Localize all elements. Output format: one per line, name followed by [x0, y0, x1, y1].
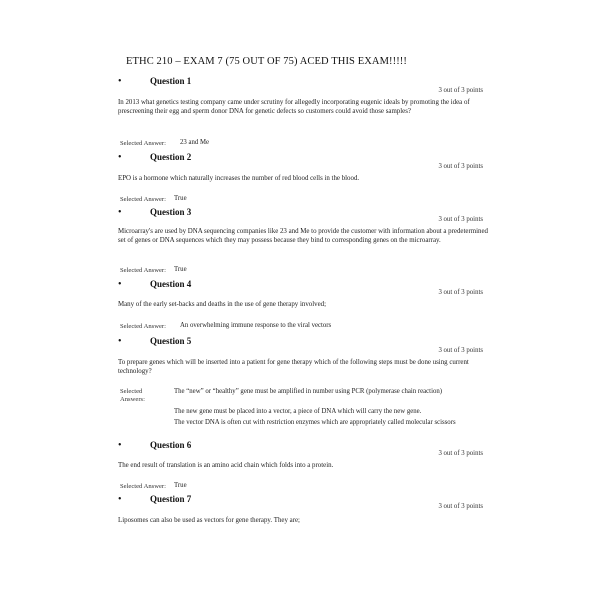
question-points: 3 out of 3 points: [438, 289, 483, 296]
question-title: Question 7: [150, 494, 192, 504]
selected-answer-label: Selected Answer:: [120, 323, 166, 330]
bullet-icon: •: [118, 440, 122, 451]
question-text: In 2013 what genetics testing company came under scrutiny for allegedly incorporating eugenic ideals by promoting the idea of prescreening their egg and sperm donor DNA for genetic defects so customers could avoid those samples?: [118, 99, 470, 116]
selected-answer-label: Selected Answer:: [120, 140, 166, 147]
question-points: 3 out of 3 points: [438, 216, 483, 223]
selected-answer-item: The vector DNA is often cut with restriction enzymes which are appropriately called molecular scissors: [174, 419, 456, 426]
selected-answer-value: True: [174, 195, 187, 202]
selected-answer-label: Selected Answer:: [120, 267, 166, 274]
question-points: 3 out of 3 points: [438, 503, 483, 510]
bullet-icon: •: [118, 152, 122, 163]
bullet-icon: •: [118, 207, 122, 218]
bullet-icon: •: [118, 494, 122, 505]
question-title: Question 1: [150, 76, 192, 86]
bullet-icon: •: [118, 76, 122, 87]
question-title: Question 5: [150, 336, 192, 346]
question-title: Question 4: [150, 279, 192, 289]
selected-answer-label: Selected Answer:: [120, 483, 166, 490]
bullet-icon: •: [118, 336, 122, 347]
document-title: ETHC 210 – EXAM 7 (75 OUT OF 75) ACED THIS EXAM!!!!!: [126, 56, 408, 67]
question-title: Question 3: [150, 207, 192, 217]
question-text: Liposomes can also be used as vectors for gene therapy. They are;: [118, 517, 300, 524]
question-points: 3 out of 3 points: [438, 450, 483, 457]
question-title: Question 2: [150, 152, 192, 162]
question-text: EPO is a hormone which naturally increases the number of red blood cells in the blood.: [118, 175, 360, 182]
question-points: 3 out of 3 points: [438, 87, 483, 94]
question-text: Microarray's are used by DNA sequencing companies like 23 and Me to provide the customer with information about a predetermined set of genes or DNA sequences which they may possess because they bind to corresponding genes on the microarray.: [118, 228, 488, 245]
selected-answer-value: True: [174, 266, 187, 273]
question-points: 3 out of 3 points: [438, 163, 483, 170]
selected-answer-item: The “new” or “healthy” gene must be amplified in number using PCR (polymerase chain reaction): [174, 388, 443, 395]
question-text: The end result of translation is an amino acid chain which folds into a protein.: [118, 462, 334, 469]
selected-answer-item: The new gene must be placed into a vector, a piece of DNA which will carry the new gene.: [174, 408, 422, 415]
question-text: To prepare genes which will be inserted into a patient for gene therapy which of the following steps must be done using current technology?: [118, 359, 469, 376]
bullet-icon: •: [118, 279, 122, 290]
selected-answer-value: True: [174, 482, 187, 489]
question-title: Question 6: [150, 440, 192, 450]
selected-answer-label: Selected Answer:: [120, 196, 166, 203]
selected-answer-value: An overwhelming immune response to the viral vectors: [180, 322, 332, 329]
question-text: Many of the early set-backs and deaths in the use of gene therapy involved;: [118, 301, 326, 308]
selected-answers-label-line1: Selected: [120, 388, 143, 395]
question-points: 3 out of 3 points: [438, 347, 483, 354]
selected-answers-label-line2: Answers:: [120, 396, 145, 404]
selected-answer-value: 23 and Me: [180, 139, 210, 146]
selected-answers-label: [120, 388, 160, 405]
